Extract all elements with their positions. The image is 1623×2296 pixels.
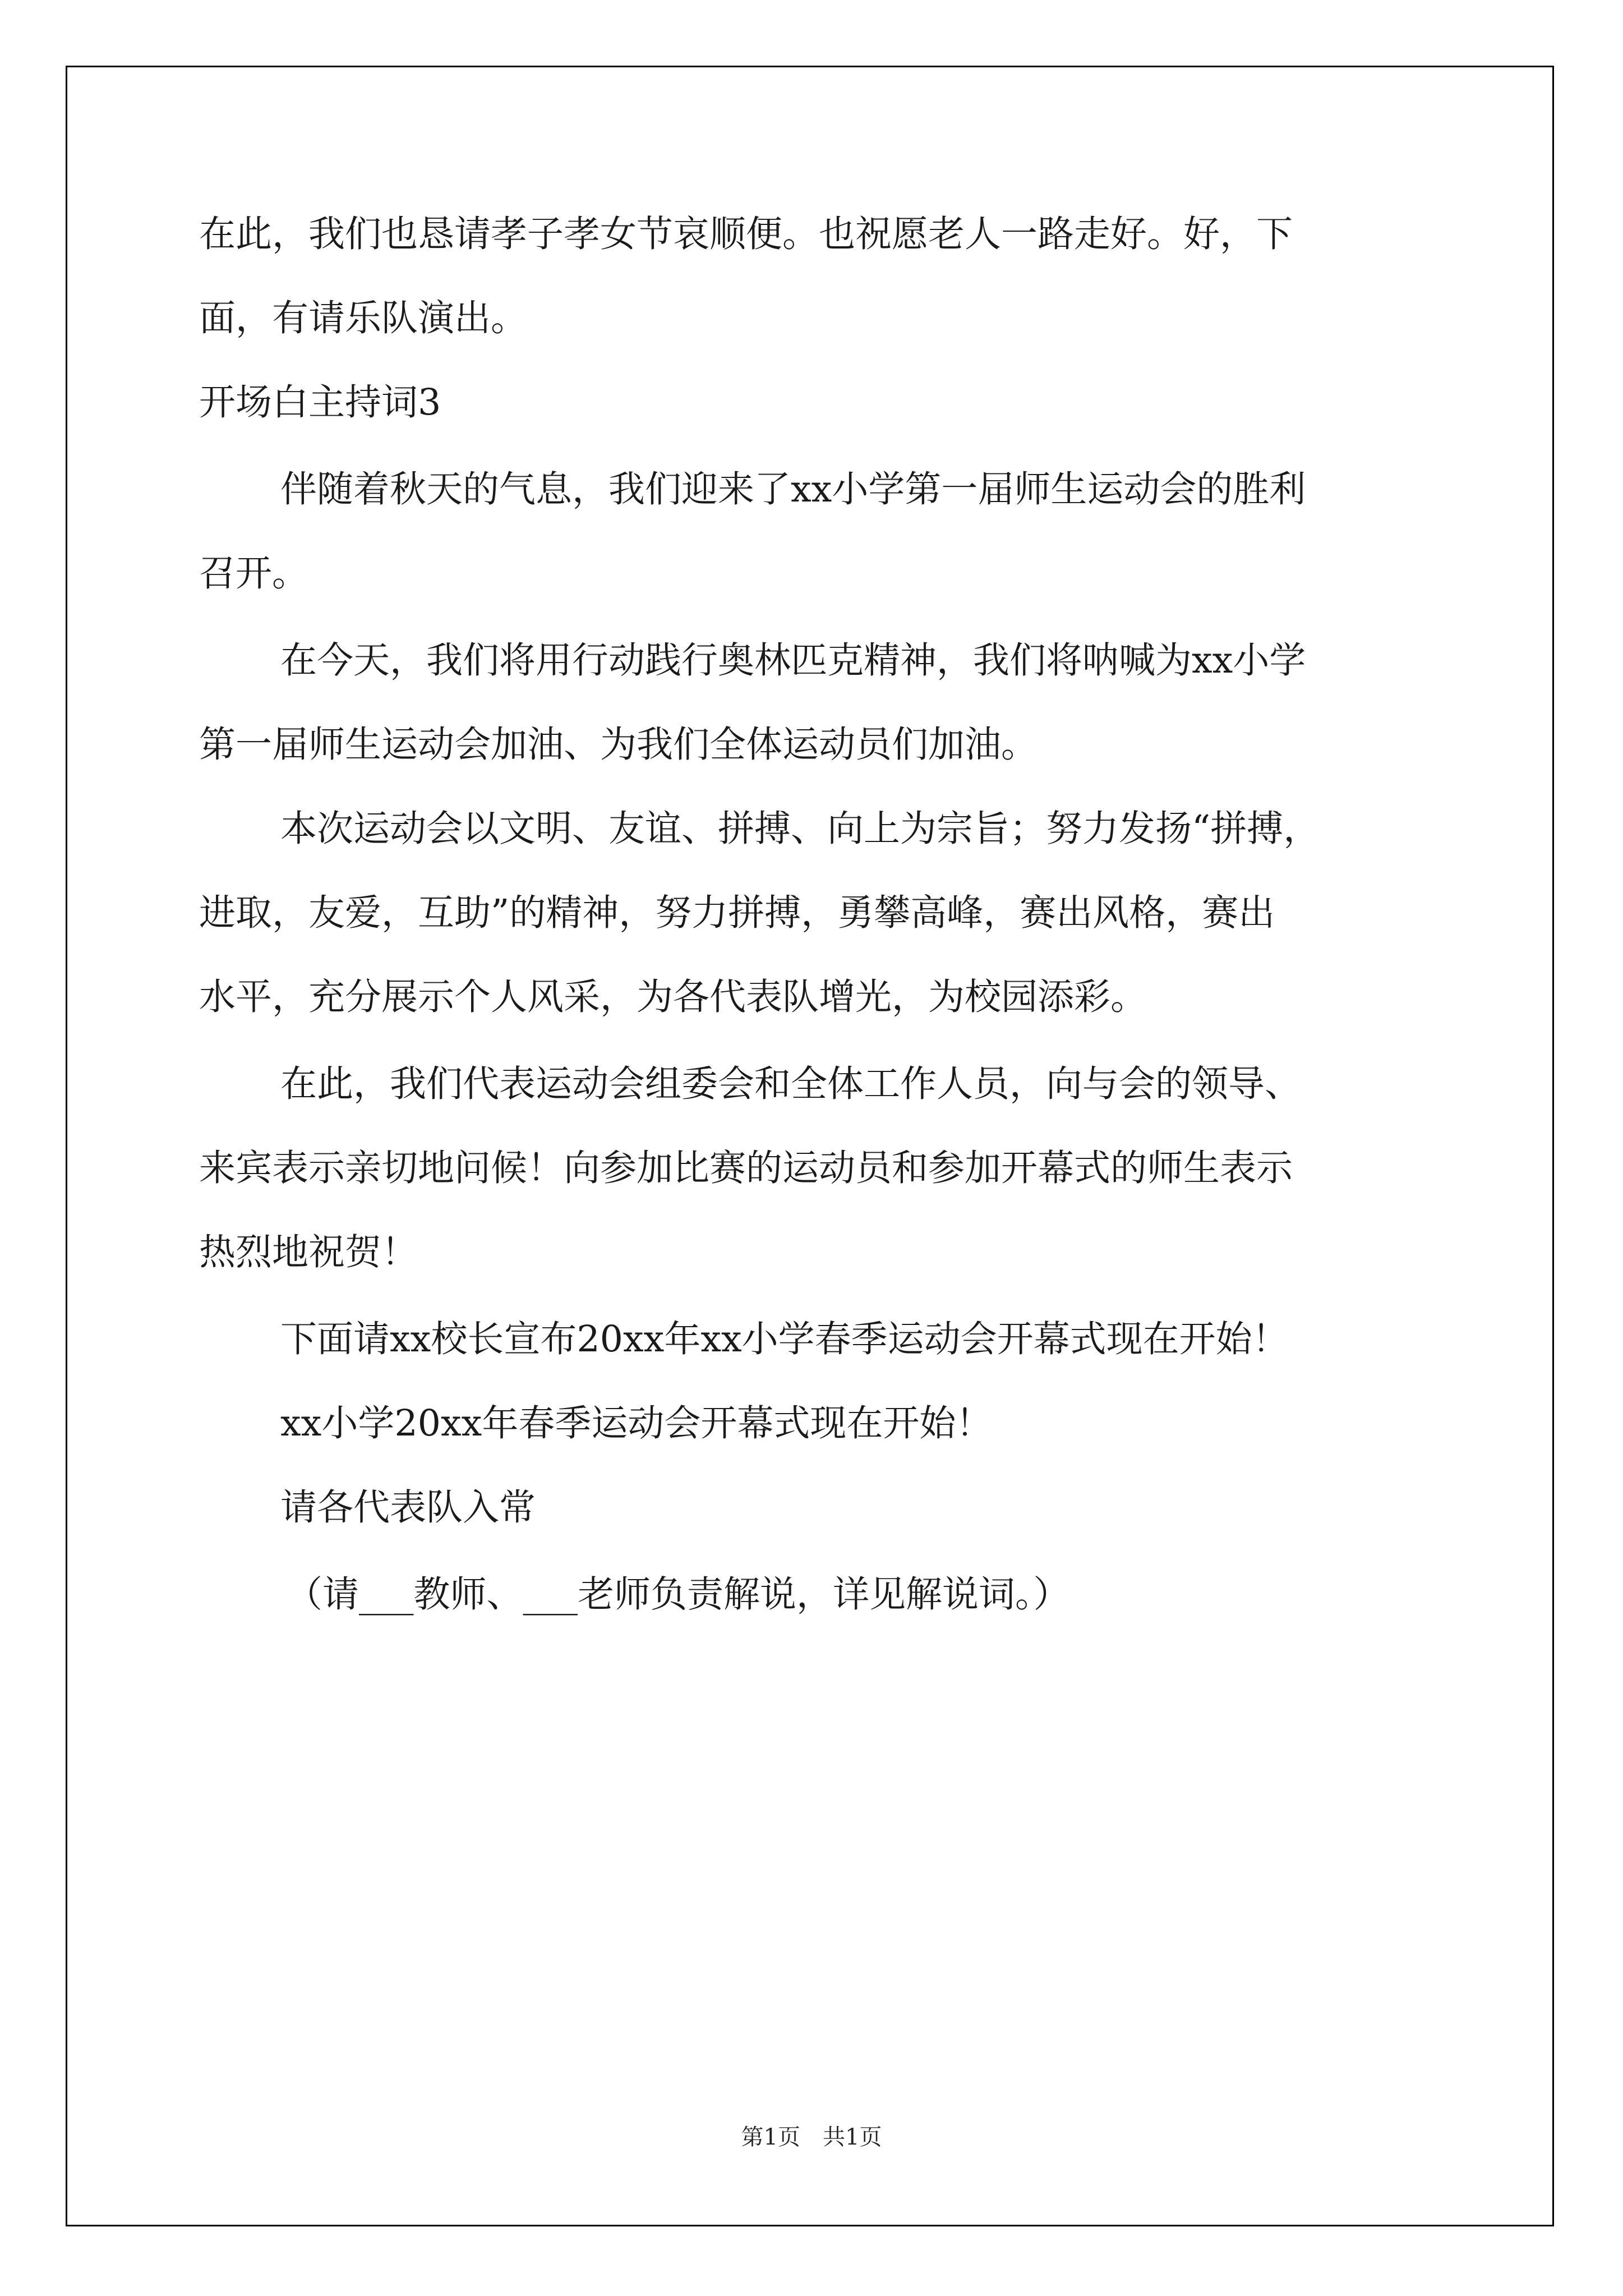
section-heading: 开场白主持词3 [199, 381, 441, 424]
text-line: xx小学20xx年春季运动会开幕式现在开始！ [280, 1402, 993, 1444]
text-line: 面，有请乐队演出。 [199, 297, 528, 339]
text-line: 水平，充分展示个人风采，为各代表队增光，为校园添彩。 [199, 976, 1147, 1018]
text-line: 热烈地祝贺！ [199, 1231, 418, 1273]
text-line: 本次运动会以文明、友谊、拼搏、向上为宗旨；努力发扬“拼搏， [280, 808, 1320, 850]
page-footer: 第1页 共1页 [741, 2124, 882, 2150]
text-line: 请各代表队入常 [280, 1487, 536, 1529]
text-line: 召开。 [199, 553, 309, 595]
text-line: 在此，我们也恳请孝子孝女节哀顺便。也祝愿老人一路走好。好，下 [199, 213, 1293, 255]
text-line: （请___教师、___老师负责解说，详见解说词。） [286, 1573, 1070, 1616]
text-line: 在今天，我们将用行动践行奥林匹克精神，我们将呐喊为xx小学 [280, 639, 1306, 682]
text-line: 伴随着秋天的气息，我们迎来了xx小学第一届师生运动会的胜利 [280, 468, 1306, 510]
text-line: 来宾表示亲切地问候！向参加比赛的运动员和参加开幕式的师生表示 [199, 1147, 1293, 1189]
text-line: 第一届师生运动会加油、为我们全体运动员们加油。 [199, 724, 1038, 766]
text-line: 在此，我们代表运动会组委会和全体工作人员，向与会的领导、 [280, 1063, 1302, 1105]
text-line: 下面请xx校长宣布20xx年xx小学春季运动会开幕式现在开始！ [280, 1318, 1289, 1360]
text-line: 进取，友爱，互助”的精神，努力拼搏，勇攀高峰，赛出风格，赛出 [199, 892, 1275, 934]
